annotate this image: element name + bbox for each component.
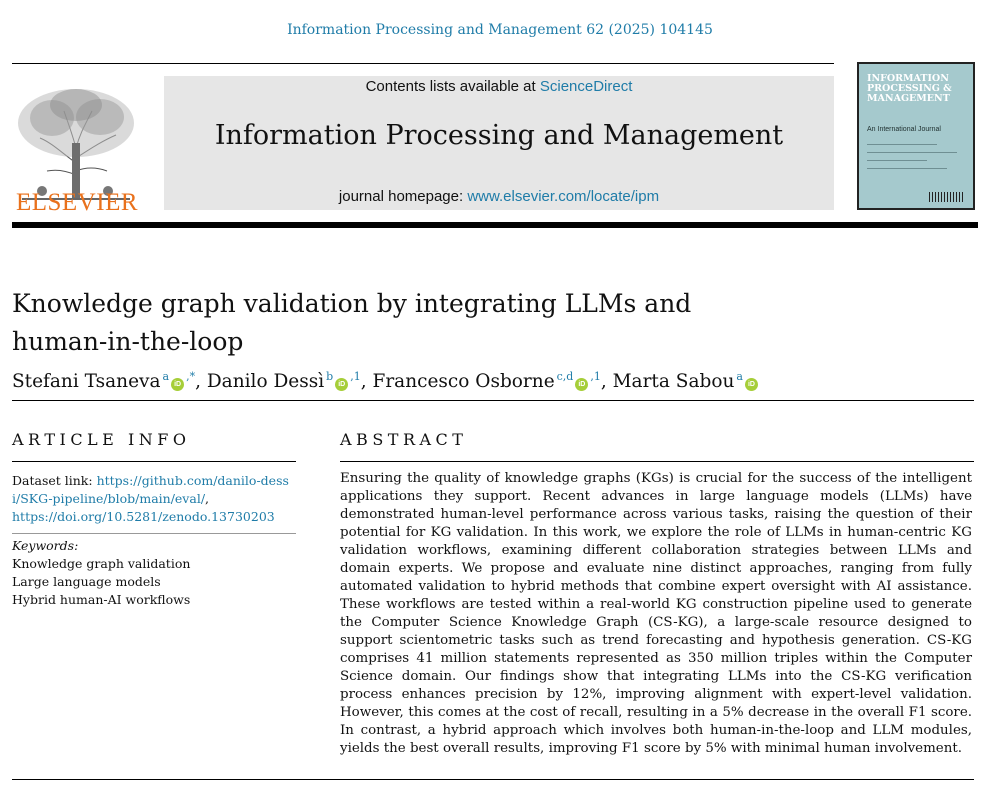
keywords-block	[12, 537, 190, 609]
keywords-rule	[12, 533, 296, 534]
header-thick-rule	[12, 222, 978, 228]
cover-decoration	[867, 144, 937, 145]
article-info-rule	[12, 461, 296, 462]
affiliation-marker[interactable]: c,d	[556, 370, 574, 383]
affiliation-marker[interactable]: a	[736, 370, 743, 383]
author-name[interactable]: Stefani Tsaneva	[12, 371, 161, 392]
author-name[interactable]: Marta Sabou	[612, 371, 735, 392]
author-note[interactable]: ,*	[186, 370, 196, 383]
affiliation-marker[interactable]: b	[326, 370, 334, 383]
article-info-heading: ARTICLE INFO	[12, 430, 191, 449]
journal-cover[interactable]	[857, 62, 975, 210]
author-list: Stefani Tsaneva $^a$iD,*, Danilo Dessì $^biD^{,1}$, Francesco Osborne $^{c,d}iD^{,1}$, Marta Sabou $^a$iD	[12, 370, 758, 392]
cover-title: INFORMATION PROCESSING & MANAGEMENT	[867, 73, 952, 104]
dataset-label: Dataset link:	[12, 473, 97, 488]
orcid-icon[interactable]: iD	[335, 378, 348, 391]
keyword-item: Hybrid human-AI workflows	[12, 592, 191, 607]
abstract-text: Ensuring the quality of knowledge graphs (KGs) is crucial for the success of the intelligent applications they support. Recent advances in large language models (LLMs) have demonstrated human-level performance across various tasks, raising the question of their potential for KG validation. In this work, we explore the role of LLMs in human-centric KG validation workflows, examining different collaboration strategies between LLMs and domain experts. We propose and evaluate nine distinct approaches, ranging from fully automated validation to hybrid methods that combine expert oversight with AI assistance. These workflows are tested within a real-world KG construction pipeline used to generate the Computer Science Knowledge Graph (CS-KG), a large-scale resource designed to support scientometric tasks such as trend forecasting and hypothesis generation. CS-KG comprises 41 million statements represented as 350 million triples within the Computer Science domain. Our findings show that integrating LLMs into the CS-KG verification process enhances precision by 12%, improving alignment with expert-level validation. However, this comes at the cost of recall, resulting in a 5% decrease in the overall F1 score. In contrast, a hybrid approach which involves both human-in-the-loop and LLM modules, yields the best overall results, improving F1 score by 5% with minimal human involvement.	[340, 471, 972, 756]
title-rule	[12, 400, 974, 401]
affiliation-marker[interactable]: a	[162, 370, 170, 383]
dataset-link-zenodo[interactable]: https://doi.org/10.5281/zenodo.13730203	[12, 509, 275, 524]
journal-citation[interactable]: Information Processing and Management 62 (2025) 104145	[287, 22, 713, 38]
abstract-bottom-rule	[12, 779, 974, 780]
author-name[interactable]: Francesco Osborne	[372, 371, 555, 392]
author-note[interactable]: ,1	[350, 370, 361, 383]
cover-subtitle: An International Journal	[867, 126, 941, 133]
author-name[interactable]: Danilo Dessì	[206, 371, 325, 392]
abstract-heading: ABSTRACT	[340, 430, 468, 449]
keywords-label: Keywords:	[12, 538, 79, 553]
header-rule	[12, 63, 834, 64]
abstract-rule	[340, 461, 974, 462]
keyword-item: Large language models	[12, 574, 161, 589]
article-title: Knowledge graph validation by integrating LLMs and human-in-the-loop	[12, 289, 692, 356]
sciencedirect-link[interactable]: ScienceDirect	[539, 78, 633, 95]
homepage-link[interactable]: www.elsevier.com/locate/ipm	[467, 188, 660, 205]
cover-decoration	[867, 168, 947, 169]
elsevier-wordmark[interactable]: ELSEVIER	[15, 189, 139, 216]
barcode-icon	[929, 192, 965, 202]
journal-name: Information Processing and Management	[214, 120, 784, 151]
contents-line: Contents lists available at ScienceDirect	[365, 78, 633, 95]
dataset-link-github[interactable]: https://github.com/danilo-dessi/SKG-pipeline/blob/main/eval/	[12, 473, 289, 506]
cover-decoration	[867, 160, 927, 161]
dataset-links: Dataset link: https://github.com/danilo-dessi/SKG-pipeline/blob/main/eval/, https://doi.org/10.5281/zenodo.13730203	[12, 473, 289, 524]
homepage-line: journal homepage: www.elsevier.com/locate/ipm	[338, 188, 660, 205]
author-note[interactable]: ,1	[590, 370, 601, 383]
orcid-icon[interactable]: iD	[575, 378, 588, 391]
orcid-icon[interactable]: iD	[745, 378, 758, 391]
cover-decoration	[867, 152, 957, 153]
orcid-icon[interactable]: iD	[171, 378, 184, 391]
keyword-item: Knowledge graph validation	[12, 556, 191, 571]
